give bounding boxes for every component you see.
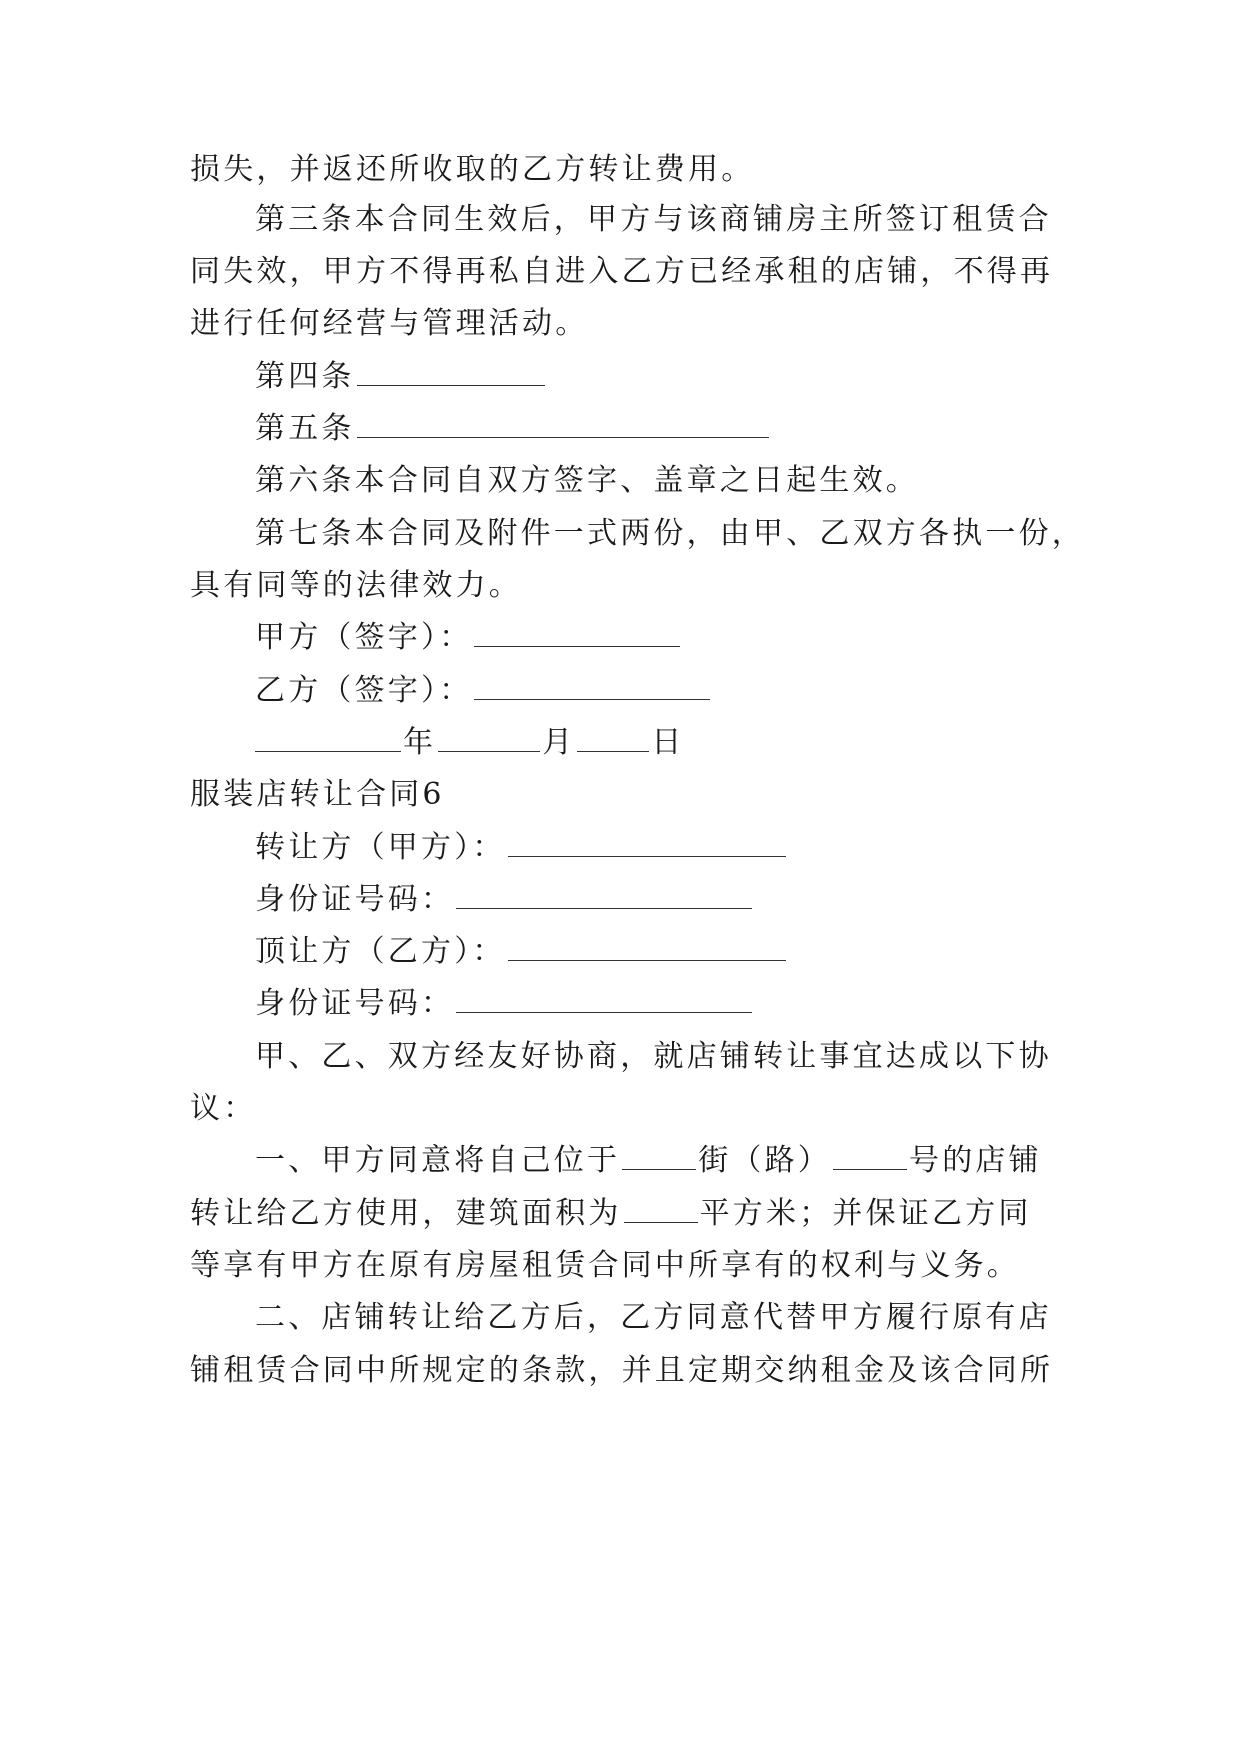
clause-six: 第六条本合同自双方签字、盖章之日起生效。 bbox=[255, 463, 919, 498]
clause-three: 第三条本合同生效后，甲方与该商铺房主所签订租赁合 bbox=[255, 202, 1052, 237]
text-line: 等享有甲方在原有房屋租赁合同中所享有的权利与义务。 bbox=[190, 1248, 1020, 1283]
blank-line bbox=[357, 357, 545, 386]
text-line: 同失效，甲方不得再私自进入乙方已经承租的店铺，不得再 bbox=[190, 254, 1054, 289]
clause-five: 第五条 bbox=[255, 409, 1070, 449]
clause-two: 二、店铺转让给乙方后，乙方同意代替甲方履行原有店 bbox=[255, 1300, 1052, 1335]
blank-line bbox=[508, 932, 786, 961]
blank-line bbox=[255, 723, 401, 752]
text-line: 具有同等的法律效力。 bbox=[190, 568, 522, 603]
blank-line bbox=[456, 984, 752, 1013]
text-line: 转让给乙方使用，建筑面积为 平方米；并保证乙方同 bbox=[190, 1196, 1032, 1231]
party-a-signature: 甲方（签字）： bbox=[255, 618, 1070, 658]
text-line: 进行任何经营与管理活动。 bbox=[190, 306, 589, 341]
blank-line bbox=[357, 409, 769, 438]
text-line: 损失，并返还所收取的乙方转让费用。 bbox=[190, 152, 755, 187]
blank-line bbox=[833, 1141, 907, 1170]
blank-line bbox=[622, 1141, 696, 1170]
agreement-intro: 甲、乙、双方经友好协商，就店铺转让事宜达成以下协 bbox=[255, 1039, 1052, 1074]
transferee-field: 顶让方（乙方）： bbox=[255, 932, 1070, 972]
text-line: 铺租赁合同中所规定的条款，并且定期交纳租金及该合同所 bbox=[190, 1353, 1054, 1388]
blank-line bbox=[456, 880, 752, 909]
party-b-signature: 乙方（签字）： bbox=[255, 671, 1070, 711]
blank-line bbox=[624, 1194, 698, 1223]
clause-one: 一、甲方同意将自己位于 街（路） 号的店铺 bbox=[255, 1143, 1042, 1178]
text-line: 议： bbox=[190, 1091, 257, 1126]
clause-four: 第四条 bbox=[255, 357, 1070, 397]
blank-line bbox=[438, 723, 540, 752]
transferee-id-field: 身份证号码： bbox=[255, 984, 1070, 1024]
clause-seven: 第七条本合同及附件一式两份，由甲、乙双方各执一份， bbox=[255, 516, 1085, 551]
transferor-id-field: 身份证号码： bbox=[255, 880, 1070, 920]
blank-line bbox=[474, 618, 680, 647]
date-line: 年 月 日 bbox=[255, 723, 1070, 763]
blank-line bbox=[474, 671, 710, 700]
blank-line bbox=[577, 723, 649, 752]
blank-line bbox=[508, 828, 786, 857]
transferor-field: 转让方（甲方）： bbox=[255, 828, 1070, 868]
section-heading: 服装店转让合同6 bbox=[190, 777, 445, 812]
